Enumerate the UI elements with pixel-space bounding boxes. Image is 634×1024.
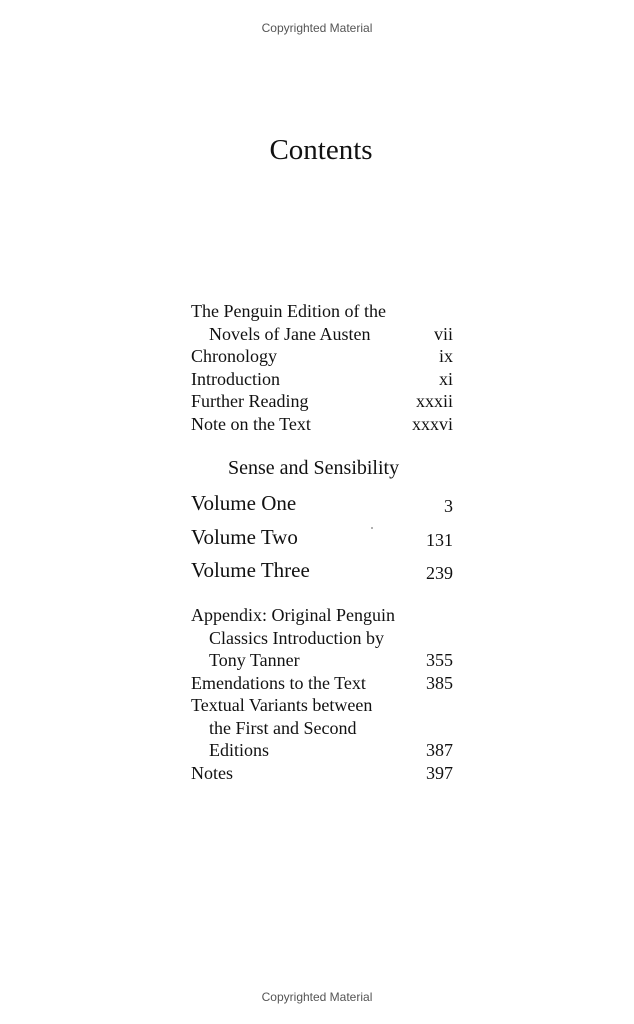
toc-entry-label: Further Reading [191, 391, 309, 411]
toc-entry-emendations [191, 672, 453, 695]
toc-entry-notes [191, 762, 453, 785]
toc-page-number: 385 [426, 672, 453, 693]
toc-entry-label: Textual Variants between [191, 695, 373, 715]
toc-entry-label: Volume Two [191, 524, 298, 549]
toc-entry-label: Volume Three [191, 558, 310, 582]
copyright-watermark-bottom: Copyrighted Material [261, 990, 373, 1004]
toc-entry-appendix [191, 604, 453, 627]
toc-entry-label: Classics Introduction by [209, 627, 384, 648]
copyright-watermark-top: Copyrighted Material [261, 21, 373, 35]
toc-entry-label: Introduction [191, 368, 280, 389]
toc-page-number: 355 [426, 650, 453, 670]
toc-entry-textual-variants [191, 694, 453, 717]
toc-entry-textual-variants-cont [191, 717, 453, 740]
toc-entry-introduction [191, 368, 453, 391]
toc-page-number: 239 [426, 563, 453, 583]
toc-entry-label: Note on the Text [191, 413, 311, 434]
toc-entry-penguin-edition-cont [191, 323, 453, 346]
toc-entry-penguin-edition [191, 300, 453, 323]
toc-page-number: ix [438, 346, 453, 366]
toc-page-number: vii [433, 323, 453, 344]
toc-back-matter [191, 604, 453, 784]
toc-entry-label: Editions [209, 740, 270, 760]
toc-page-number: xi [438, 368, 453, 389]
toc-entry-volume-one [191, 489, 453, 523]
print-speck [371, 527, 373, 529]
toc-entry-further-reading [191, 390, 453, 413]
page-title: Contents [269, 134, 373, 166]
toc-entry-label: Novels of Jane Austen [209, 323, 371, 344]
toc-entry-appendix-cont [191, 649, 453, 672]
toc-entry-label: Appendix: Original Penguin [191, 605, 395, 625]
toc-entry-label: Chronology [191, 346, 278, 366]
toc-page-number: 131 [426, 529, 453, 550]
toc-entry-label: Emendations to the Text [191, 672, 366, 693]
toc-page-number: xxxvi [411, 413, 453, 434]
toc-entry-volume-three [191, 556, 453, 590]
toc-page-number: 397 [426, 762, 453, 783]
toc-page-number: 3 [444, 496, 453, 516]
toc-page-number: 387 [426, 740, 453, 760]
toc-entry-textual-variants-cont [191, 739, 453, 762]
toc-volumes [191, 489, 453, 590]
toc-entry-label: The Penguin Edition of the [191, 301, 386, 321]
toc-entry-label: Tony Tanner [209, 650, 300, 670]
section-heading: Sense and Sensibility [228, 457, 400, 479]
toc-page-number: xxxii [415, 391, 453, 411]
toc-entry-label: Volume One [191, 491, 297, 515]
toc-entry-note-on-text [191, 413, 453, 436]
toc-front-matter [191, 300, 453, 435]
toc-entry-label: the First and Second [209, 717, 357, 738]
toc-entry-label: Notes [191, 762, 233, 783]
toc-entry-chronology [191, 345, 453, 368]
toc-entry-volume-two [191, 523, 453, 557]
toc-entry-appendix-cont [191, 627, 453, 650]
